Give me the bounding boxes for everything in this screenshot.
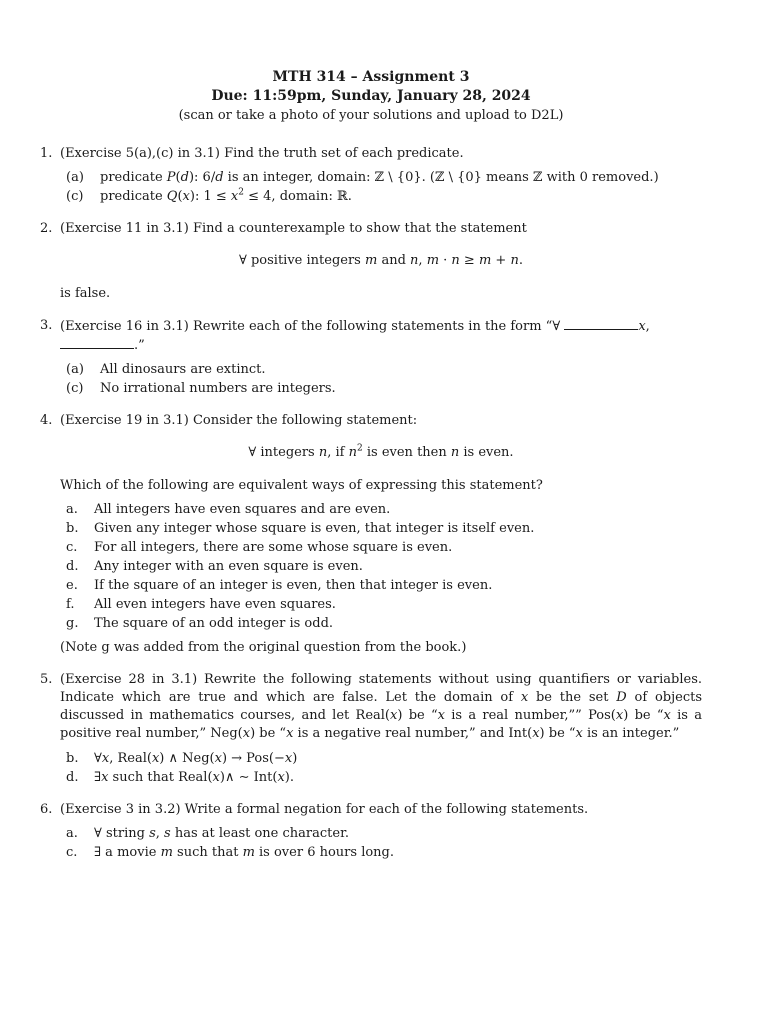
header	[40, 68, 702, 125]
question-text: (Exercise 19 in 3.1) Consider the following statement:	[60, 413, 418, 429]
subpart-label: a.	[66, 825, 78, 841]
assignment-page	[40, 68, 702, 876]
option-item: e. If the square of an integer is even, then that integer is even.	[66, 577, 493, 593]
question-text: (Exercise 28 in 3.1) Rewrite the following statements without using quantifiers or variables. Indicate which are true and which are false. Let the domain of x be the set D of objects discussed in mathematics courses, and let Real(x) be “x is a real number,”” Pos(x) be “x is a positive real number,” Neg(x) be “x is a negative real number,” and Int(x) be “x is an integer.”	[60, 671, 702, 742]
subpart-b	[66, 749, 702, 768]
subpart-c	[66, 843, 702, 862]
question-text: (Exercise 16 in 3.1) Rewrite each of the following statements in the form “∀ x, .”	[60, 318, 650, 353]
question-4	[40, 412, 702, 657]
question-continuation: is false.	[60, 285, 111, 301]
question-note: (Note g was added from the original question from the book.)	[60, 639, 467, 655]
blank-line	[60, 336, 134, 349]
submission-note: (scan or take a photo of your solutions and upload to D2L)	[178, 108, 564, 123]
question-2	[40, 220, 702, 303]
question-text: (Exercise 11 in 3.1) Find a counterexample to show that the statement	[60, 221, 527, 237]
subpart-text: ∀x, Real(x) ∧ Neg(x) → Pos(−x)	[94, 750, 298, 766]
subpart-text: predicate Q(x): $1 \le x^2 \le 4$, domain: ℝ.	[100, 187, 352, 205]
subpart-label: (c)	[66, 381, 84, 397]
subpart-c	[66, 187, 702, 206]
subpart-text: All dinosaurs are extinct.	[100, 362, 266, 378]
option-item: f. All even integers have even squares.	[66, 596, 336, 612]
question-number: 4.	[40, 413, 53, 429]
subpart-text: predicate P(d): 6/d is an integer, domain: ℤ \ {0}. (ℤ \ {0} means ℤ with 0 removed.)	[100, 170, 659, 186]
subpart-a	[66, 824, 702, 843]
subpart-label: (c)	[66, 189, 84, 205]
subpart-label: b.	[66, 750, 79, 766]
question-5	[40, 671, 702, 787]
blank-line	[564, 317, 638, 330]
option-item: d. Any integer with an even square is even.	[66, 558, 363, 574]
question-number: 1.	[40, 146, 53, 161]
question-number: 6.	[40, 801, 53, 817]
question-number: 3.	[40, 317, 53, 333]
subpart-label: c.	[66, 844, 78, 860]
question-6	[40, 801, 702, 862]
question-text: (Exercise 3 in 3.2) Write a formal negation for each of the following statements.	[60, 801, 589, 817]
subpart-d	[66, 768, 702, 787]
option-list	[66, 500, 702, 633]
question-text: (Exercise 5(a),(c) in 3.1) Find the truth set of each predicate.	[60, 146, 464, 161]
subpart-label: d.	[66, 769, 79, 785]
subpart-a	[66, 168, 702, 187]
question-number: 5.	[40, 671, 53, 687]
assignment-title: MTH 314 – Assignment 3	[272, 69, 470, 85]
subpart-label: (a)	[66, 170, 84, 186]
subpart-c	[66, 379, 702, 398]
option-item: a. All integers have even squares and are even.	[66, 501, 391, 517]
question-1	[40, 145, 702, 206]
option-item: g. The square of an odd integer is odd.	[66, 615, 334, 631]
subpart-a	[66, 360, 702, 379]
subpart-label: (a)	[66, 362, 84, 378]
subpart-text: ∀ string s, s has at least one character.	[94, 825, 349, 841]
subpart-text: ∃x such that Real(x)∧ ∼ Int(x).	[94, 769, 295, 785]
question-prompt: Which of the following are equivalent ways of expressing this statement?	[60, 477, 543, 493]
option-item: c. For all integers, there are some whose square is even.	[66, 539, 453, 555]
display-statement: ∀ integers n, if $n^2$ is even then n is even.	[248, 443, 514, 461]
question-number: 2.	[40, 221, 53, 237]
display-statement: ∀ positive integers m and n, m · n ≥ m + n.	[239, 253, 523, 269]
question-3	[40, 317, 702, 398]
option-item: b. Given any integer whose square is even, that integer is itself even.	[66, 520, 535, 536]
subpart-text: No irrational numbers are integers.	[100, 381, 336, 397]
subpart-text: ∃ a movie m such that m is over 6 hours long.	[94, 844, 394, 860]
due-date: Due: 11:59pm, Sunday, January 28, 2024	[211, 88, 531, 104]
